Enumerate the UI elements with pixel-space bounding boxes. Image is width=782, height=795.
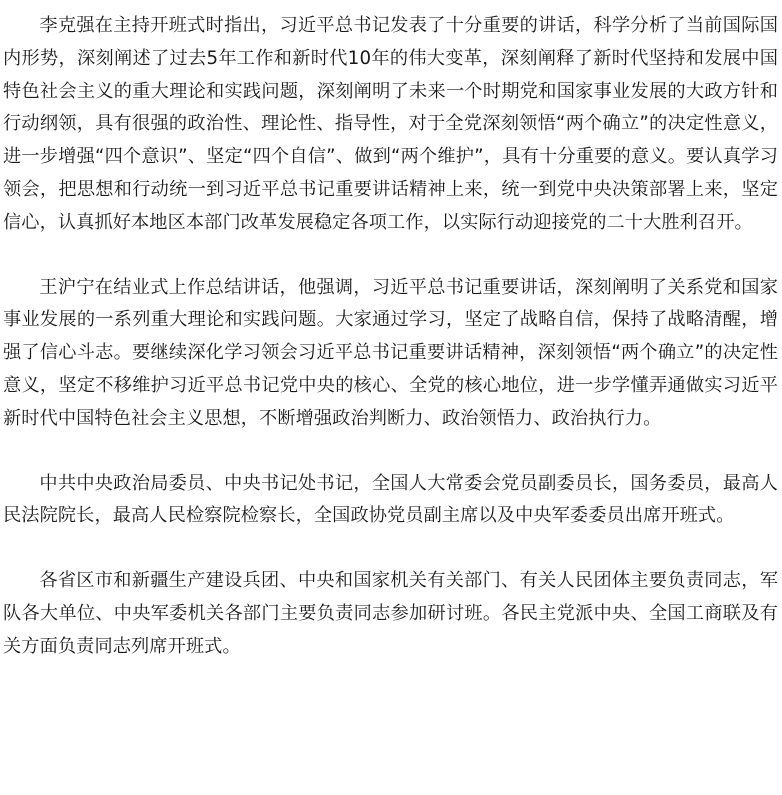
paragraph-participants: 各省区市和新疆生产建设兵团、中央和国家机关有关部门、有关人民团体主要负责同志，军队各大单位、中央军委机关各部门主要负责同志参加研讨班。各民主党派中央、全国工商联及有关方面负责同志列席开班式。 xyxy=(3,570,778,657)
paragraph-attendees: 中共中央政治局委员、中央书记处书记，全国人大常委会党员副委员长，国务委员，最高人民法院院长，最高人民检察院检察长，全国政协党员副主席以及中央军委委员出席开班式。 xyxy=(3,472,778,527)
paragraph-closing-remarks: 王沪宁在结业式上作总结讲话，他强调，习近平总书记重要讲话，深刻阐明了关系党和国家事业发展的一系列重大理论和实践问题。大家通过学习，坚定了战略自信，保持了战略清醒，增强了信心斗志。要继续深化学习领会习近平总书记重要讲话精神，深刻领悟“两个确立”的决定性意义，坚定不移维护习近平总书记党中央的核心、全党的核心地位，进一步学懂弄通做实习近平新时代中国特色社会主义思想，不断增强政治判断力、政治领悟力、政治执行力。 xyxy=(3,276,778,429)
paragraph-opening-remarks: 李克强在主持开班式时指出，习近平总书记发表了十分重要的讲话，科学分析了当前国际国内形势，深刻阐述了过去5年工作和新时代10年的伟大变革，深刻阐释了新时代坚持和发展中国特色社会主义的重大理论和实践问题，深刻阐明了未来一个时期党和国家事业发展的大政方针和行动纲领，具有很强的政治性、理论性、指导性，对于全党深刻领悟“两个确立”的决定性意义，进一步增强“四个意识”、坚定“四个自信”、做到“两个维护”，具有十分重要的意义。要认真学习领会，把思想和行动统一到习近平总书记重要讲话精神上来，统一到党中央决策部署上来，坚定信心，认真抓好本地区本部门改革发展稳定各项工作，以实际行动迎接党的二十大胜利召开。 xyxy=(3,15,778,233)
